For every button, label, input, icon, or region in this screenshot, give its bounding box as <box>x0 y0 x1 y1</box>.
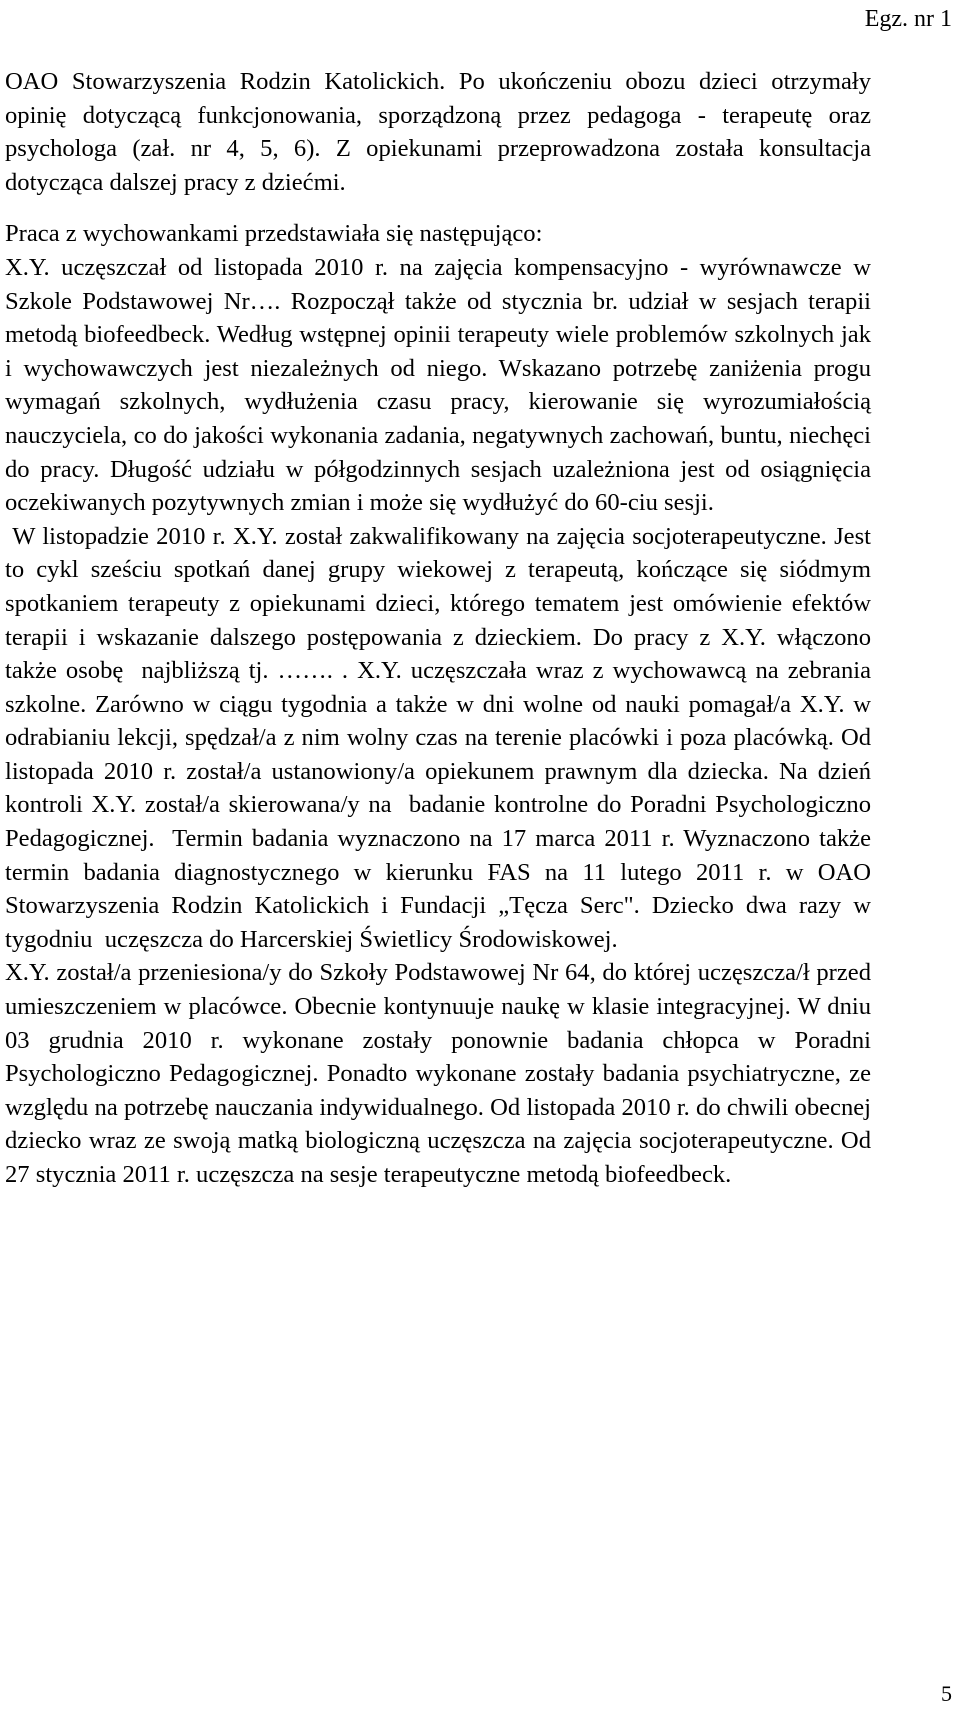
paragraph-zajecia-kompensacyjne: X.Y. uczęszczał od listopada 2010 r. na zajęcia kompensacyjno - wyrównawcze w Szkole Podstawowej Nr…. Rozpoczął także od stycznia br. udział w sesjach terapii metodą biofeedbeck. Według wstępnej opinii terapeuty wiele problemów szkolnych jak i wychowawczych jest niezależnych od niego. Wskazano potrzebę zaniżenia progu wymagań szkolnych, wydłużenia czasu pracy, kierowanie się wyrozumiałością nauczyciela, co do jakości wykonania zadania, negatywnych zachowań, buntu, niechęci do pracy. Długość udziału w półgodzinnych sesjach uzależniona jest od osiągnięcia oczekiwanych pozytywnych zmian i może się wydłużyć do 60-ciu sesji. <box>5 253 878 517</box>
paragraph-szkola-64: X.Y. został/a przeniesiona/y do Szkoły Podstawowej Nr 64, do której uczęszcza/ł przed umieszczeniem w placówce. Obecnie kontynuuje naukę w klasie integracyjnej. W dniu 03 grudnia 2010 r. wykonane zostały ponownie badania chłopca w Poradni Psychologiczno Pedagogicznej. Ponadto wykonane zostały badania psychiatryczne, ze względu na potrzebę nauczania indywidualnego. Od listopada 2010 r. do chwili obecnej dziecko wraz ze swoją matką biologiczną uczęszcza na zajęcia socjoterapeutyczne. Od 27 stycznia 2011 r. uczęszcza na sesje terapeutyczne metodą biofeedbeck. <box>5 959 878 1188</box>
document-copy-label: Egz. nr 1 <box>864 6 952 32</box>
paragraph-praca-z-wychowankami: Praca z wychowankami przedstawiała się następująco: <box>5 220 543 248</box>
paragraph-socjoterapia: W listopadzie 2010 r. X.Y. został zakwalifikowany na zajęcia socjoterapeutyczne. Jest to cykl sześciu spotkań danej grupy wiekowej z terapeutą, kończące się siódmym spotkaniem terapeuty z opiekunami dzieci, którego tematem jest omówienie efektów terapii i wskazanie dalszego postępowania z dzieckiem. Do pracy z X.Y. włączono także osobę najbliższą tj. ……. . X.Y. uczęszczała wraz z wychowawcą na zebrania szkolne. Zarówno w ciągu tygodnia a także w dni wolne od nauki pomagał/a X.Y. w odrabianiu lekcji, spędzał/a z nim wolny czas na terenie placówki i poza placówką. Od listopada 2010 r. został/a ustanowiony/a opiekunem prawnym dla dziecka. Na dzień kontroli X.Y. został/a skierowana/y na badanie kontrolne do Poradni Psychologiczno Pedagogicznej. Termin badania wyznaczono na 17 marca 2011 r. Wyznaczono także termin badania diagnostycznego w kierunku FAS na 11 lutego 2011 r. w OAO Stowarzyszenia Rodzin Katolickich i Fundacji „Tęcza Serc". Dziecko dwa razy w tygodniu uczęszcza do Harcerskiej Świetlicy Środowiskowej. <box>5 522 878 953</box>
paragraph-obozu-opinia: OAO Stowarzyszenia Rodzin Katolickich. Po ukończeniu obozu dzieci otrzymały opinię dotyczącą funkcjonowania, sporządzoną przez pedagoga - terapeutę oraz psychologa (zał. nr 4, 5, 6). Z opiekunami przeprowadzona została konsultacja dotycząca dalszej pracy z dziećmi. <box>5 68 878 196</box>
page-number: 5 <box>941 1681 952 1706</box>
document-body <box>5 65 878 1192</box>
